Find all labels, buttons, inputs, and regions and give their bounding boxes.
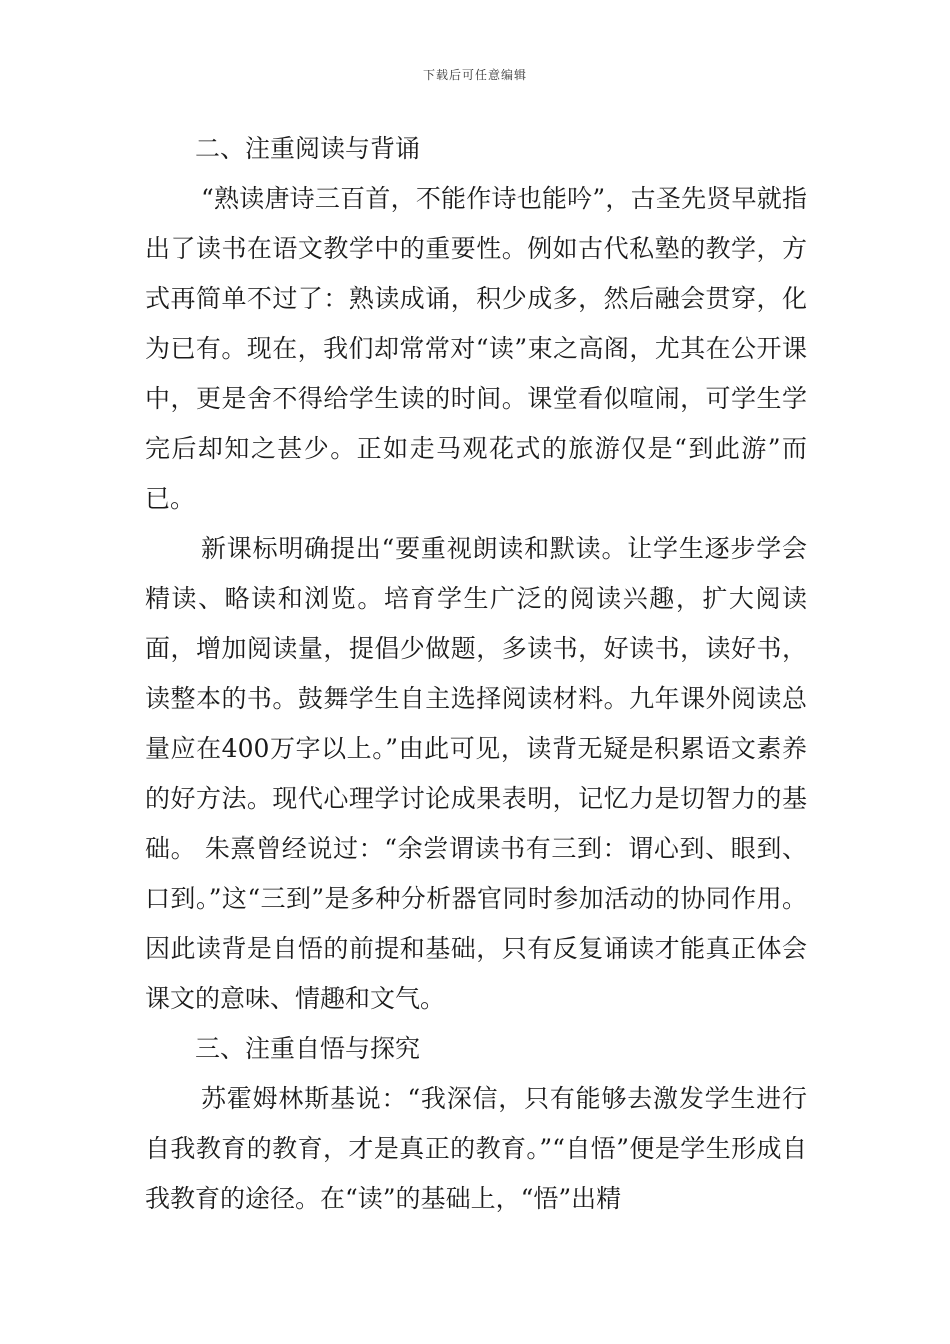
document-body [145, 124, 807, 1224]
page-header: 下载后可任意编辑 [422, 68, 527, 82]
section-heading-3: 三、注重自悟与探究 [195, 1034, 421, 1063]
paragraph-curriculum-standard: 新课标明确提出“要重视朗读和默读。让学生逐步学会精读、略读和浏览。培育学生广泛的阅读兴趣，扩大阅读面，增加阅读量，提倡少做题，多读书，好读书，读好书，读整本的书。鼓舞学生自主选择阅读材料。九年课外阅读总量应在400万字以上。”由此可见，读背无疑是积累语文素养的好方法。现代心理学讨论成果表明，记忆力是切智力的基础。 朱熹曾经说过：“余尝谓读书有三到：谓心到、眼到、口到。”这“三到”是多种分析器官同时参加活动的协同作用。因此读背是自悟的前提和基础，只有反复诵读才能真正体会课文的意味、情趣和文气。 [145, 534, 807, 1013]
paragraph-self-realization: 苏霍姆林斯基说：“我深信，只有能够去激发学生进行自我教育的教育，才是真正的教育。”“自悟”便是学生形成自我教育的途径。在“读”的基础上，“悟”出精 [145, 1084, 807, 1213]
paragraph-reading-importance: “熟读唐诗三百首，不能作诗也能吟”，古圣先贤早就指出了读书在语文教学中的重要性。例如古代私塾的教学，方式再简单不过了：熟读成诵，积少成多，然后融会贯穿，化为已有。现在，我们却常常对“读”束之高阁，尤其在公开课中，更是舍不得给学生读的时间。课堂看似喧闹，可学生学完后却知之甚少。正如走马观花式的旅游仅是“到此游”而已。 [145, 184, 807, 513]
section-heading-2: 二、注重阅读与背诵 [195, 134, 421, 163]
